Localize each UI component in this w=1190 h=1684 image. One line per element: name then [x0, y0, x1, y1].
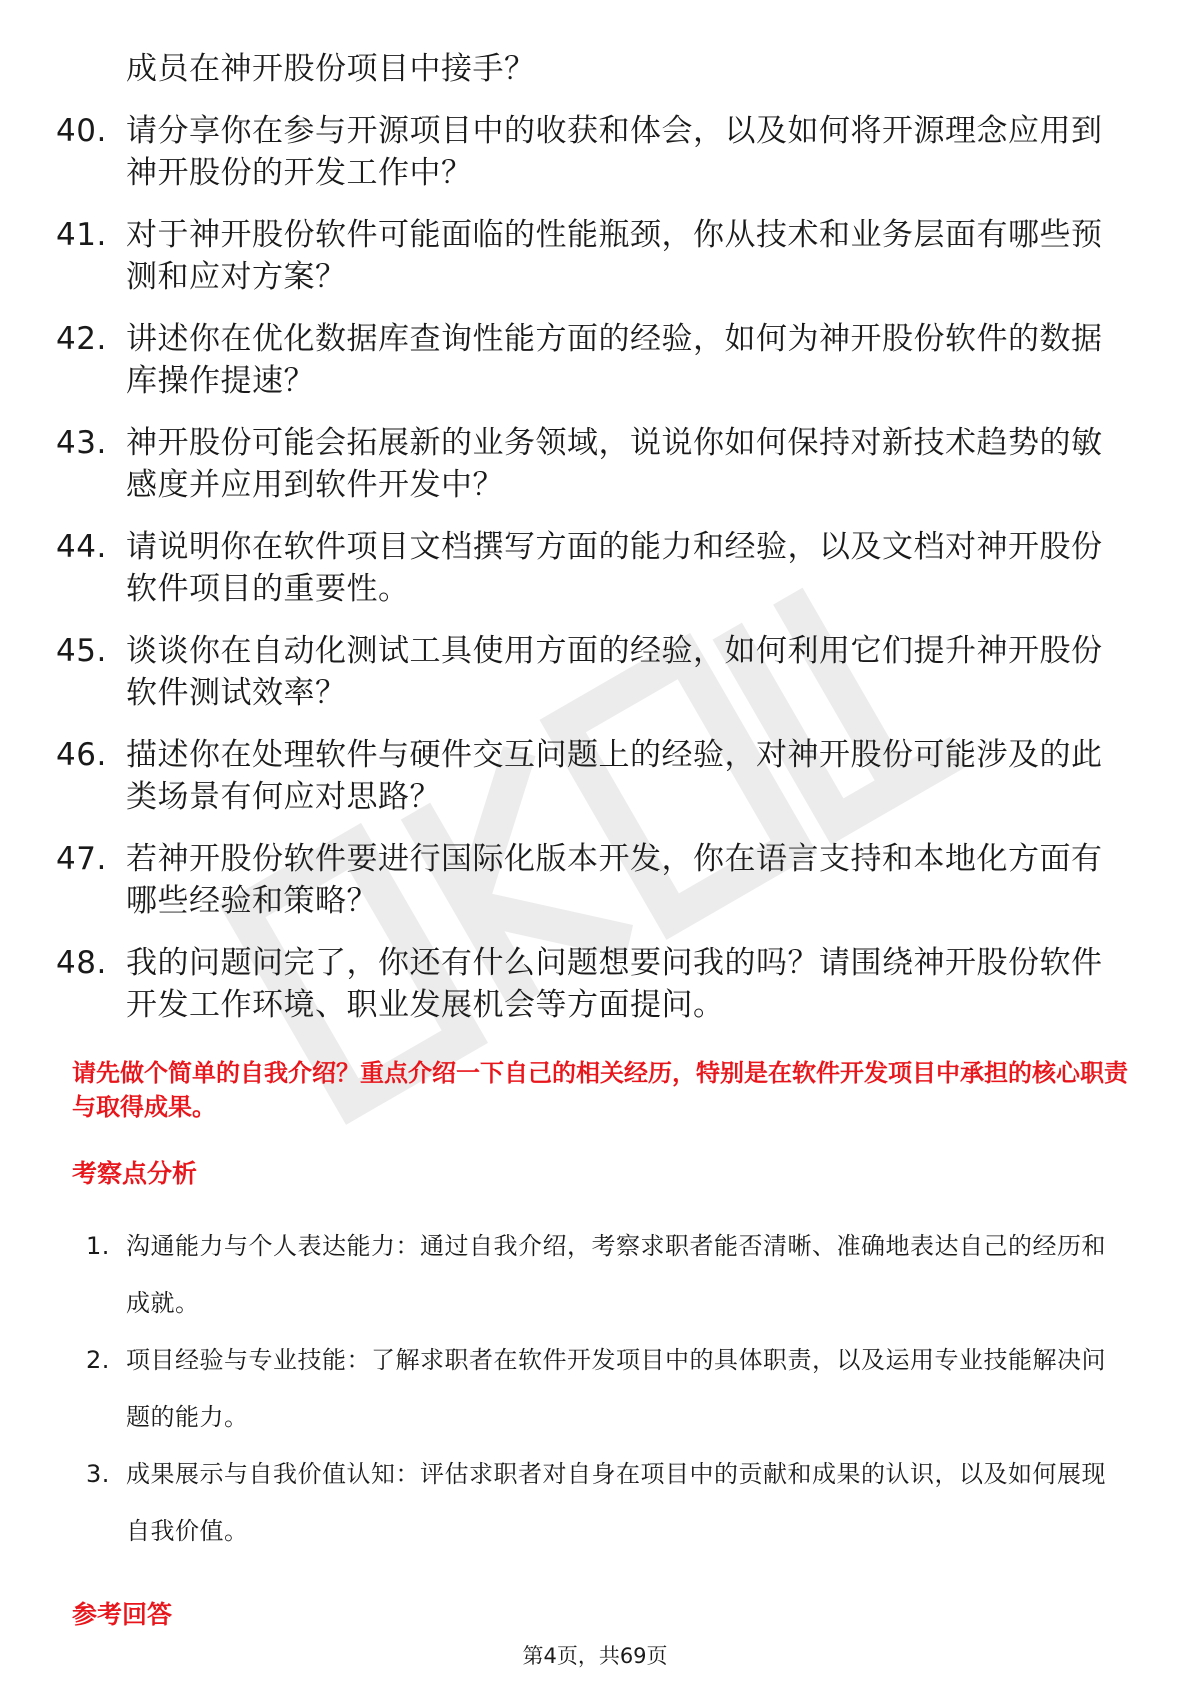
- question-number: 47.: [56, 841, 107, 877]
- question-number: 42.: [56, 321, 107, 357]
- question-text: 描述你在处理软件与硬件交互问题上的经验，对神开股份可能涉及的此类场景有何应对思路？: [126, 737, 1103, 815]
- analysis-number: 1.: [86, 1232, 110, 1260]
- question-item: [56, 630, 1116, 714]
- highlight-question: 请先做个简单的自我介绍？重点介绍一下自己的相关经历，特别是在软件开发项目中承担的核心职责与取得成果。: [72, 1059, 1128, 1121]
- question-list: [56, 48, 1116, 1046]
- question-number: 44.: [56, 529, 107, 565]
- question-number: 45.: [56, 633, 107, 669]
- question-text: 若神开股份软件要进行国际化版本开发，你在语言支持和本地化方面有哪些经验和策略？: [126, 841, 1103, 919]
- question-item: [56, 110, 1116, 194]
- question-item: [56, 838, 1116, 922]
- analysis-item: [86, 1446, 1116, 1560]
- question-item: [56, 734, 1116, 818]
- analysis-text: 成果展示与自我价值认知：评估求职者对自身在项目中的贡献和成果的认识，以及如何展现自我价值。: [126, 1460, 1106, 1545]
- analysis-item: [86, 1218, 1116, 1332]
- question-text: 请说明你在软件项目文档撰写方面的能力和经验，以及文档对神开股份软件项目的重要性。: [126, 529, 1103, 607]
- analysis-text: 沟通能力与个人表达能力：通过自我介绍，考察求职者能否清晰、准确地表达自己的经历和成就。: [126, 1232, 1106, 1317]
- analysis-number: 2.: [86, 1346, 110, 1374]
- analysis-list: [86, 1218, 1116, 1560]
- page-footer: 第4页，共69页: [522, 1644, 668, 1668]
- analysis-heading: 考察点分析: [72, 1159, 198, 1188]
- reference-answer-heading: 参考回答: [72, 1600, 173, 1629]
- question-text: 对于神开股份软件可能面临的性能瓶颈，你从技术和业务层面有哪些预测和应对方案？: [126, 217, 1103, 295]
- analysis-item: [86, 1332, 1116, 1446]
- question-text: 我的问题问完了，你还有什么问题想要问我的吗？请围绕神开股份软件开发工作环境、职业发展机会等方面提问。: [126, 945, 1103, 1023]
- question-item: [56, 422, 1116, 506]
- question-number: 41.: [56, 217, 107, 253]
- analysis-number: 3.: [86, 1460, 110, 1488]
- question-number: 43.: [56, 425, 107, 461]
- question-text: 谈谈你在自动化测试工具使用方面的经验，如何利用它们提升神开股份软件测试效率？: [126, 633, 1103, 711]
- question-item: [56, 526, 1116, 610]
- question-item: [56, 48, 1116, 90]
- question-text: 请分享你在参与开源项目中的收获和体会，以及如何将开源理念应用到神开股份的开发工作中？: [126, 113, 1103, 191]
- question-number: 40.: [56, 113, 107, 149]
- question-item: [56, 942, 1116, 1026]
- question-item: [56, 214, 1116, 298]
- question-text: 神开股份可能会拓展新的业务领域，说说你如何保持对新技术趋势的敏感度并应用到软件开发中？: [126, 425, 1103, 503]
- question-text: 讲述你在优化数据库查询性能方面的经验，如何为神开股份软件的数据库操作提速？: [126, 321, 1103, 399]
- question-number: 46.: [56, 737, 107, 773]
- question-text: 成员在神开股份项目中接手？: [126, 51, 536, 87]
- question-item: [56, 318, 1116, 402]
- question-number: 48.: [56, 945, 107, 981]
- analysis-text: 项目经验与专业技能：了解求职者在软件开发项目中的具体职责，以及运用专业技能解决问题的能力。: [126, 1346, 1106, 1431]
